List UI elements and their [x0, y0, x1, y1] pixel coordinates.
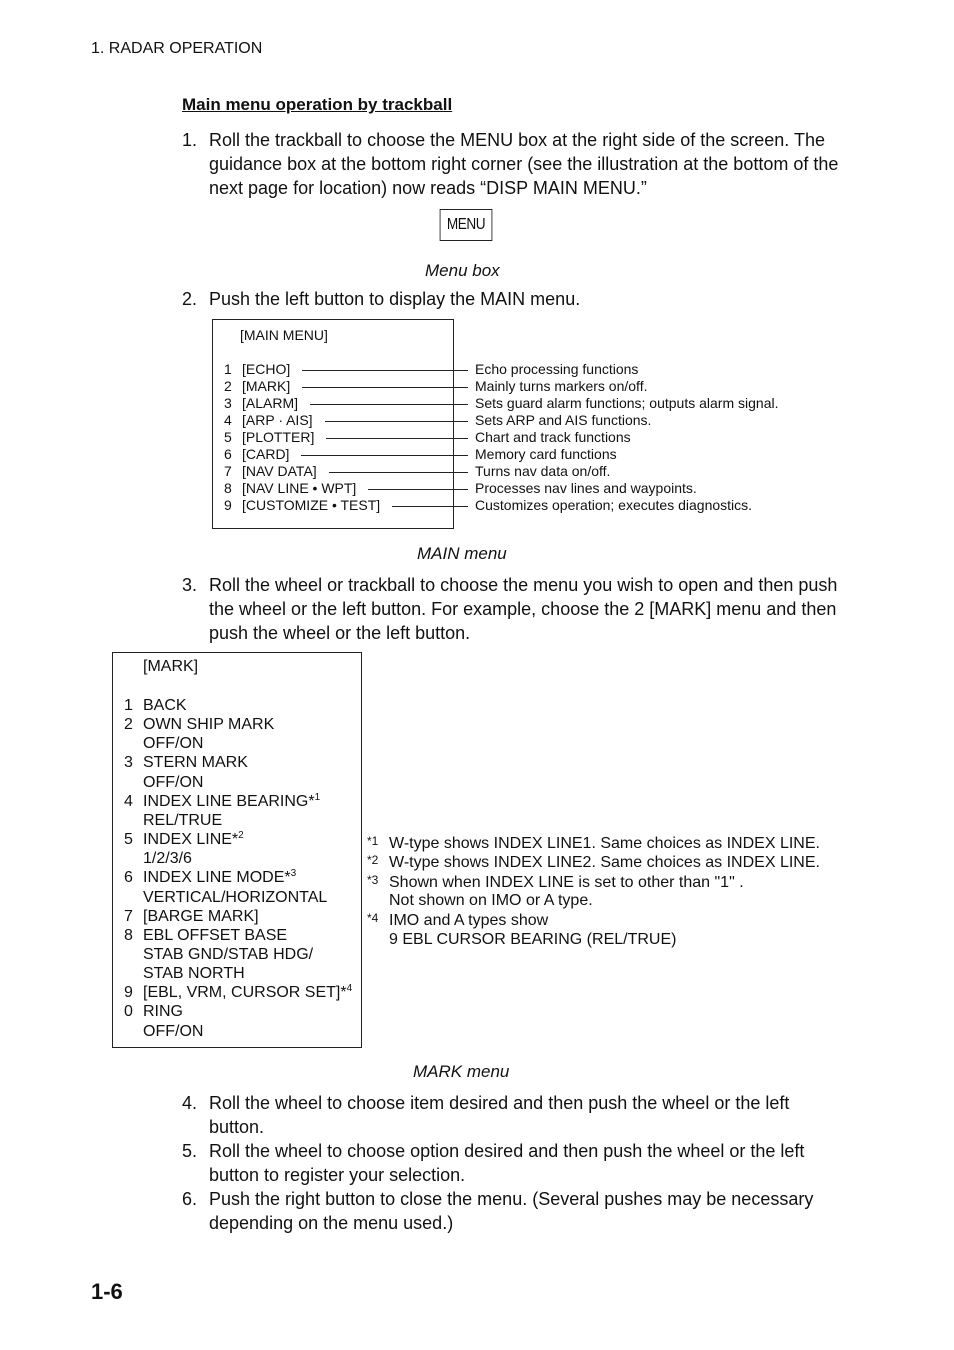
- mark-menu-line-text: VERTICAL/HORIZONTAL: [143, 888, 328, 906]
- mark-menu-line: [124, 983, 352, 1002]
- footnote: [367, 853, 820, 872]
- mark-menu-line-text: RING: [143, 1003, 183, 1021]
- mark-menu-caption: MARK menu: [413, 1062, 510, 1081]
- main-menu-item: [224, 480, 356, 496]
- footnote: [367, 931, 676, 949]
- mark-menu-line-text: STAB GND/STAB HDG/: [143, 945, 314, 963]
- main-menu-item-number: 7: [224, 463, 232, 479]
- menu-box-caption: Menu box: [425, 261, 500, 280]
- mark-menu-line: [124, 945, 313, 964]
- main-menu-caption: MAIN menu: [417, 544, 507, 563]
- main-menu-item-number: 9: [224, 497, 232, 513]
- mark-menu-line-number: 1: [124, 697, 133, 714]
- mark-menu-line: [124, 696, 187, 715]
- mark-menu-line: [124, 830, 244, 849]
- footnote-text: Shown when INDEX LINE is set to other than "1" .: [389, 873, 744, 891]
- footnote-text: W-type shows INDEX LINE1. Same choices as INDEX LINE.: [389, 835, 820, 852]
- mark-menu-line: [124, 1022, 203, 1041]
- main-menu-item-label: [CUSTOMIZE • TEST]: [242, 497, 381, 513]
- main-menu-item-description: Chart and track functions: [475, 429, 631, 445]
- main-menu-leader-line: [310, 404, 468, 405]
- main-menu-item-number: 8: [224, 480, 232, 496]
- main-menu-item-description: Memory card functions: [475, 446, 617, 462]
- page-number: 1-6: [91, 1279, 123, 1304]
- mark-menu-line-text: INDEX LINE MODE*: [143, 869, 291, 887]
- mark-menu-line-text: EBL OFFSET BASE: [143, 926, 288, 944]
- step-text: Push the left button to display the MAIN menu.: [209, 289, 581, 309]
- main-menu-item: [224, 446, 289, 462]
- mark-menu-line: [124, 811, 222, 830]
- mark-menu-line-number: 4: [124, 792, 133, 810]
- main-menu-title: [MAIN MENU]: [240, 327, 328, 343]
- mark-menu-line: [124, 849, 192, 868]
- main-menu-item: [224, 361, 290, 377]
- mark-menu-line: [124, 907, 259, 926]
- footnote-marker: *3: [367, 872, 379, 887]
- mark-menu-line-text: STAB NORTH: [143, 965, 245, 983]
- main-menu-item-number: 3: [224, 395, 232, 411]
- mark-menu-line-text: 1/2/3/6: [143, 850, 192, 868]
- mark-menu-line-number: 7: [124, 907, 133, 925]
- footnote: [367, 911, 548, 930]
- main-menu-item-label: [ECHO]: [242, 361, 291, 377]
- mark-menu-line: [124, 888, 327, 907]
- main-menu-leader-line: [326, 438, 468, 439]
- main-menu-item-label: [NAV DATA]: [242, 463, 317, 479]
- mark-menu-line-number: 8: [124, 926, 133, 944]
- step-text: Roll the wheel or trackball to choose the menu you wish to open and then push the wheel or the left button. For example, choose the 2 [MARK] menu and then push the wheel or the left button.: [209, 575, 838, 643]
- mark-menu-line-text: REL/TRUE: [143, 811, 223, 829]
- main-menu-item-label: [NAV LINE • WPT]: [242, 480, 357, 496]
- footnote-reference: 2: [238, 830, 244, 842]
- main-menu-item-label: [CARD]: [242, 446, 290, 462]
- mark-menu-line: [124, 868, 296, 887]
- main-menu-leader-line: [302, 387, 468, 388]
- mark-menu-line-text: INDEX LINE*: [143, 831, 239, 849]
- main-menu-item-number: 1: [224, 361, 232, 377]
- main-menu-item-description: Processes nav lines and waypoints.: [475, 480, 697, 496]
- mark-menu-line-text: INDEX LINE BEARING*: [143, 792, 315, 810]
- footnote-marker: *4: [367, 911, 379, 926]
- footnote-text: IMO and A types show: [389, 912, 549, 930]
- mark-menu-line: [124, 926, 287, 945]
- footnote: [367, 892, 593, 910]
- main-menu-item-description: Turns nav data on/off.: [475, 463, 611, 479]
- mark-menu-line-text: OFF/ON: [143, 735, 204, 753]
- mark-menu-line-number: 6: [124, 869, 133, 887]
- step-text: Push the right button to close the menu. (Several pushes may be necessary depending on the menu used.): [209, 1189, 814, 1233]
- step-text: Roll the trackball to choose the MENU box at the right side of the screen. The guidance box at the bottom right corner (see the illustration at the bottom of the next page for location) now reads “DISP MAIN MENU.”: [209, 130, 839, 198]
- main-menu-item: [224, 378, 290, 394]
- main-menu-item-number: 4: [224, 412, 232, 428]
- mark-menu-line: [124, 964, 245, 983]
- main-menu-item-description: Sets ARP and AIS functions.: [475, 412, 652, 428]
- main-menu-item-description: Echo processing functions: [475, 361, 639, 377]
- footnote-text: Not shown on IMO or A type.: [389, 891, 593, 909]
- step-number: 4.: [182, 1093, 198, 1113]
- mark-menu-line-number: 3: [124, 754, 133, 772]
- mark-menu-line-number: 2: [124, 716, 133, 734]
- footnote: [367, 873, 744, 892]
- main-menu-item: [224, 412, 313, 428]
- main-menu-item: [224, 395, 298, 411]
- main-menu-leader-line: [329, 472, 468, 473]
- mark-menu-line: [124, 753, 248, 772]
- footnote-marker: *2: [367, 853, 379, 868]
- mark-menu-line-text: STERN MARK: [143, 754, 248, 772]
- main-menu-item-label: [ALARM]: [242, 395, 299, 411]
- main-menu-item-description: Mainly turns markers on/off.: [475, 378, 648, 394]
- step-number: 2.: [182, 289, 198, 309]
- main-menu-item-number: 6: [224, 446, 232, 462]
- mark-menu-line-text: OWN SHIP MARK: [143, 716, 275, 734]
- mark-menu-line-number: 0: [124, 1003, 133, 1021]
- step-number: 5.: [182, 1141, 198, 1161]
- mark-menu-line-text: [BARGE MARK]: [143, 907, 259, 925]
- mark-menu-title: [MARK]: [143, 658, 199, 675]
- main-menu-item-number: 5: [224, 429, 232, 445]
- main-menu-leader-line: [392, 506, 468, 507]
- footnote-marker: *1: [367, 834, 379, 848]
- step-number: 3.: [182, 575, 198, 595]
- mark-menu-line: [124, 792, 320, 811]
- footnote-reference: 4: [346, 983, 353, 995]
- main-menu-item-label: [ARP · AIS]: [242, 412, 313, 428]
- main-menu-item: [224, 463, 317, 479]
- menu-box-illustration: MENU: [440, 209, 493, 241]
- mark-menu-line-text: [EBL, VRM, CURSOR SET]*: [143, 984, 347, 1002]
- main-menu-leader-line: [301, 455, 468, 456]
- main-menu-item-number: 2: [224, 378, 232, 394]
- footnote-reference: 1: [314, 791, 321, 803]
- main-menu-item-description: Sets guard alarm functions; outputs alarm signal.: [475, 395, 779, 411]
- main-menu-item-label: [PLOTTER]: [242, 429, 315, 445]
- step-text: Roll the wheel to choose option desired and then push the wheel or the left button to register your selection.: [209, 1141, 805, 1185]
- main-menu-item-label: [MARK]: [242, 378, 291, 394]
- mark-menu-line-number: 5: [124, 831, 133, 849]
- step-number: 6.: [182, 1189, 198, 1209]
- main-menu-item: [224, 497, 380, 513]
- mark-menu-line-text: BACK: [143, 697, 187, 714]
- mark-menu-line-text: OFF/ON: [143, 1022, 204, 1040]
- main-menu-leader-line: [368, 489, 468, 490]
- step-number: 1.: [182, 130, 198, 150]
- footnote-reference: 3: [290, 868, 297, 880]
- main-menu-item-description: Customizes operation; executes diagnostics.: [475, 497, 753, 513]
- footnote-text: W-type shows INDEX LINE2. Same choices as INDEX LINE.: [389, 854, 820, 872]
- mark-menu-line: [124, 734, 203, 753]
- mark-menu-line: [124, 1002, 183, 1021]
- footnote-text: 9 EBL CURSOR BEARING (REL/TRUE): [389, 930, 677, 948]
- main-menu-leader-line: [325, 421, 468, 422]
- section-title: Main menu operation by trackball: [182, 95, 453, 114]
- main-menu-leader-line: [302, 370, 468, 371]
- step-text: Roll the wheel to choose item desired and then push the wheel or the left button.: [209, 1093, 790, 1137]
- mark-menu-line: [124, 715, 274, 734]
- footnote: [367, 834, 820, 853]
- mark-menu-line-number: 9: [124, 984, 133, 1002]
- mark-menu-line-text: OFF/ON: [143, 773, 204, 791]
- running-header: 1. RADAR OPERATION: [91, 40, 263, 57]
- mark-menu-line: [124, 773, 203, 792]
- main-menu-item: [224, 429, 314, 445]
